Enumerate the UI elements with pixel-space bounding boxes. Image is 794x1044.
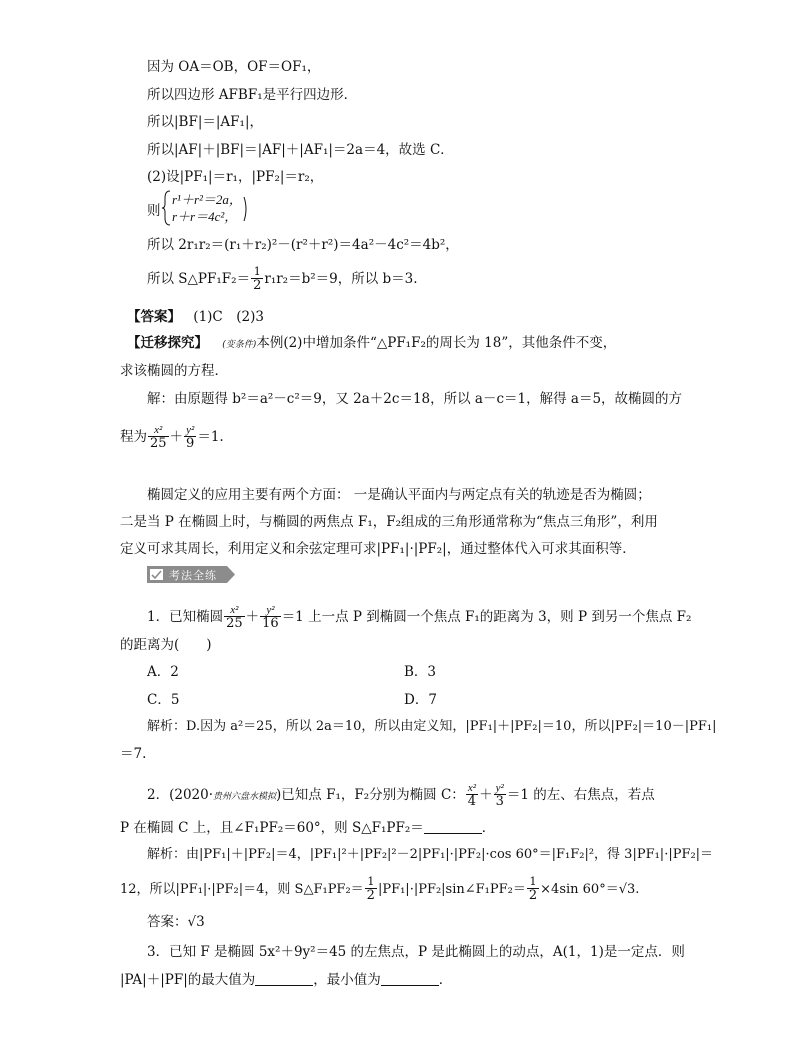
sol2-prefix: 程为: [120, 429, 147, 445]
fraction-den: 2: [253, 278, 262, 293]
text-line-1: 因为 OA＝OB，OF＝OF₁，: [147, 59, 321, 75]
fraction-num: y²: [495, 782, 504, 794]
option-b: B．3: [404, 664, 437, 680]
q2-line2-end: ．: [481, 820, 496, 836]
answer-blank[interactable]: [424, 819, 482, 834]
question-3-line-1: 3．已知 F 是椭圆 5x²＋9y²＝45 的左焦点，P 是此椭圆上的动点，A(1，1)是一定点．则: [147, 944, 685, 960]
question-1-solution-1: 解析：D.因为 a²＝25，所以 2a＝10，所以由定义知，|PF₁|＋|PF₂|＝10，所以|PF₂|＝10－|PF₁|: [147, 719, 717, 734]
fraction-den: 25: [150, 436, 167, 451]
fraction-num: x²: [154, 424, 163, 436]
fraction-num: y²: [266, 604, 275, 616]
q2-prefix: 2．(2020·: [147, 787, 214, 803]
solution-line-1: 解：由原题得 b²＝a²－c²＝9，又 2a＋2c＝18，所以 a－c＝1，解得 a＝5，故椭圆的方: [147, 391, 683, 407]
question-2-line-1: 2．(2020·贵州六盘水模拟)已知点 F₁，F₂分别为椭圆 C： $\frac{\text{x²}}{4}$ ＋ $\frac{\text{y²}}{3}$ ＝1 的左、右焦点，若点: [147, 782, 655, 809]
fraction-num: 1: [253, 265, 261, 278]
fraction-den: 2: [366, 888, 375, 903]
solution-line-2: 程为 $\frac{\text{x²}}{25}$ ＋ $\frac{\text{y²}}{9}$ ＝1.: [120, 424, 224, 451]
system-paren: [243, 196, 249, 222]
question-2-solution-2: [120, 876, 639, 903]
fraction-num: 1: [367, 875, 375, 888]
fraction-y2-16: [260, 604, 281, 631]
fraction-y2-3: [494, 782, 506, 809]
q3-line2-a: |PA|＋|PF|的最大值为: [120, 972, 256, 988]
fraction-den: 25: [226, 616, 243, 631]
q1-prefix: 1．已知椭圆: [147, 609, 224, 625]
question-3-line-2: [120, 971, 452, 989]
line8-prefix: 所以 S△PF₁F₂＝: [147, 271, 251, 287]
text-line-4: 所以|AF|＋|BF|＝|AF|＋|AF₁|＝2a＝4，故选 C．: [147, 142, 454, 158]
q1-suffix: ＝1 上一点 P 到椭圆一个焦点 F₁的距离为 3，则 P 到另一个焦点 F₂: [281, 609, 692, 625]
q2-sol2-c: ×4sin 60°＝√3.: [540, 882, 640, 897]
option-d: D．7: [404, 692, 437, 708]
text-line-5: (2)设|PF₁|＝r₁，|PF₂|＝r₂，: [147, 169, 324, 185]
fraction-x2-25: [224, 604, 245, 631]
fraction-half: [527, 876, 539, 903]
line8-suffix: r₁r₂＝b²＝9，所以 b＝3.: [264, 271, 418, 287]
banner-label: 考法全练: [169, 569, 217, 582]
fraction-x2-4: [466, 782, 478, 809]
answer-line: [127, 308, 264, 326]
text-line-3: 所以|BF|＝|AF₁|，: [147, 114, 264, 130]
q3-line2-c: ．: [438, 972, 453, 988]
sol2-suffix: ＝1.: [197, 429, 224, 445]
system-eq-1: r¹＋r²＝2a，: [172, 192, 242, 207]
option-a: A．2: [147, 664, 179, 680]
fraction-den: 2: [528, 888, 538, 903]
transfer-line-1: [127, 334, 616, 354]
fraction-num: y²: [186, 424, 195, 436]
q2-source: 贵州六盘水模拟: [213, 792, 277, 802]
q2-sol2-a: 12，所以|PF₁|·|PF₂|＝4，则 S△F₁PF₂＝: [120, 882, 364, 897]
practice-banner: [147, 566, 235, 583]
system-brace: [161, 190, 171, 226]
fraction-den: 3: [495, 794, 504, 809]
transfer-line-2: 求该椭圆的方程．: [120, 363, 228, 379]
note-line-3: 定义可求其周长，利用定义和余弦定理可求|PF₁|·|PF₂|，通过整体代入可求其面积等．: [120, 541, 636, 557]
question-1-solution-2: ＝7.: [120, 746, 147, 762]
question-2-solution-1: 解析：由|PF₁|＋|PF₂|＝4，|PF₁|²＋|PF₂|²－2|PF₁|·|PF₂|·cos 60°＝|F₁F₂|²，得 3|PF₁|·|PF₂|＝: [147, 847, 714, 862]
question-2-line-2: [120, 819, 495, 837]
transfer-text: 本例(2)中增加条件“△PF₁F₂的周长为 18”，其他条件不变，: [256, 335, 617, 351]
question-1-line-1: 1．已知椭圆 $\frac{\text{x²}}{25}$ ＋ $\frac{\text{y²}}{16}$ ＝1 上一点 P 到椭圆一个焦点 F₁的距离为 3，则 P 到另一个焦点 F₂: [147, 604, 692, 631]
text-line-2: 所以四边形 AFBF₁是平行四边形．: [147, 87, 358, 103]
q2-sol2-b: |PF₁|·|PF₂|sin∠F₁PF₂＝: [377, 882, 526, 897]
question-1-line-2: 的距离为( ): [120, 637, 212, 653]
answer-text: (1)C (2)3: [193, 309, 264, 325]
system-eq-2: r＋r＝4c²，: [172, 209, 238, 224]
q2-mid: )已知点 F₁，F₂分别为椭圆 C：: [276, 787, 465, 803]
fraction-half: [251, 266, 263, 293]
q2-line2-text: P 在椭圆 C 上，且∠F₁PF₂＝60°，则 S△F₁PF₂＝: [120, 820, 424, 836]
transfer-label: 【迁移探究】: [127, 335, 208, 351]
fraction-x2-25: [148, 424, 169, 451]
fraction-den: 9: [186, 436, 195, 451]
transfer-tag: (变条件): [222, 340, 257, 350]
q2-suffix: ＝1 的左、右焦点，若点: [506, 787, 655, 803]
system-prefix: 则: [147, 203, 161, 219]
question-2-answer: 答案：√3: [147, 914, 205, 930]
fraction-den: 4: [467, 794, 477, 809]
fraction-num: x²: [230, 604, 239, 616]
answer-label: 【答案】: [127, 309, 181, 325]
fraction-y2-9: [184, 424, 196, 451]
text-line-7: 所以 2r₁r₂＝(r₁＋r₂)²－(r²＋r²)＝4a²－4c²＝4b²，: [147, 237, 459, 253]
text-line-8: [147, 266, 418, 293]
answer-blank-min[interactable]: [381, 971, 439, 986]
option-c: C．5: [147, 692, 180, 708]
fraction-den: 16: [262, 616, 279, 631]
q3-line2-b: ，最小值为: [313, 972, 381, 988]
fraction-num: x²: [467, 782, 477, 794]
fraction-num: 1: [529, 875, 537, 888]
answer-blank-max[interactable]: [255, 971, 313, 986]
note-line-2: 二是当 P 在椭圆上时，与椭圆的两焦点 F₁，F₂组成的三角形通常称为“焦点三角形”，利用: [120, 514, 658, 530]
note-line-1: 椭圆定义的应用主要有两个方面： 一是确认平面内与两定点有关的轨迹是否为椭圆；: [147, 487, 651, 503]
fraction-half: [365, 876, 377, 903]
